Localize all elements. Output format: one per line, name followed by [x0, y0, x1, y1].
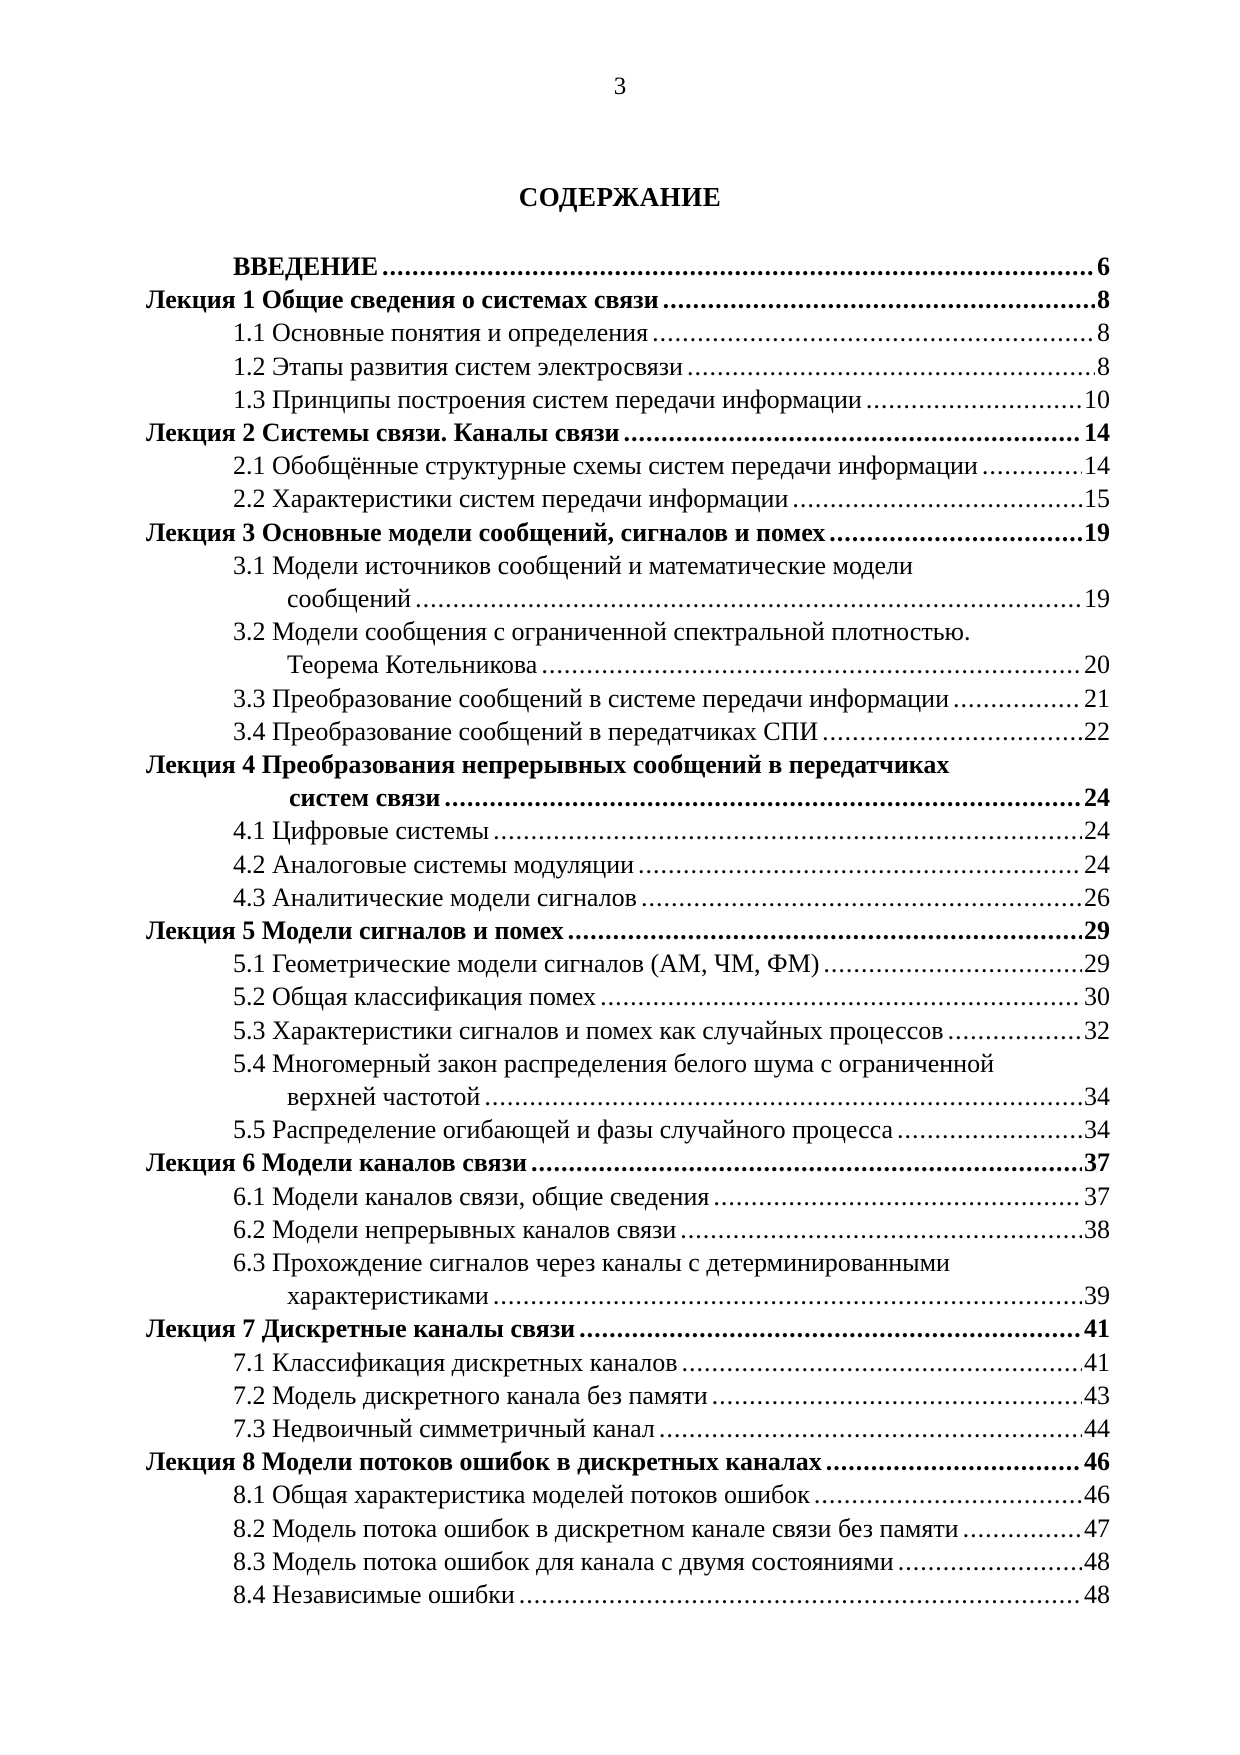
toc-page-number: 19 — [1084, 583, 1110, 613]
toc-page-number: 34 — [1084, 1081, 1110, 1111]
dot-leader — [823, 947, 1082, 980]
toc-entry-title: 3.3 Преобразование сообщений в системе передачи информации — [233, 683, 949, 713]
toc-lecture-entry — [146, 1146, 1110, 1179]
toc-entry-title: 6.3 Прохождение сигналов через каналы с детерминированными — [233, 1248, 950, 1277]
toc-entry-title: 8.2 Модель потока ошибок в дискретном канале связи без памяти — [233, 1513, 959, 1543]
toc-lecture-entry — [146, 748, 1110, 814]
toc-intro-entry — [233, 250, 1110, 283]
toc-page-number: 15 — [1084, 484, 1110, 514]
dot-leader — [814, 1478, 1082, 1511]
toc-entry-title: 4.2 Аналоговые системы модуляции — [233, 849, 635, 879]
dot-leader — [898, 1545, 1082, 1578]
toc-entry-title: 2.1 Обобщённые структурные схемы систем передачи информации — [233, 451, 978, 481]
toc-page-number: 30 — [1084, 982, 1110, 1012]
dot-leader — [713, 1180, 1082, 1213]
toc-section-entry — [233, 316, 1110, 349]
toc-page-number: 41 — [1084, 1347, 1110, 1377]
dot-leader — [623, 416, 1082, 449]
toc-entry-title: 1.1 Основные понятия и определения — [233, 318, 649, 348]
dot-leader — [415, 582, 1082, 615]
dot-leader — [822, 715, 1082, 748]
toc-section-entry — [233, 1545, 1110, 1578]
toc-entry-title: Лекция 2 Системы связи. Каналы связи — [146, 418, 620, 447]
toc-section-entry — [233, 715, 1110, 748]
toc-entry-title: характеристиками — [287, 1281, 489, 1311]
toc-entry-title: 3.4 Преобразование сообщений в передатчиках СПИ — [233, 716, 819, 746]
toc-entry-title: 4.1 Цифровые системы — [233, 816, 490, 846]
dot-leader — [682, 1346, 1083, 1379]
toc-entry-title: Лекция 7 Дискретные каналы связи — [146, 1314, 576, 1344]
toc-page-number: 46 — [1084, 1480, 1110, 1510]
toc-lecture-entry — [146, 283, 1110, 316]
toc-page-number: 14 — [1084, 451, 1110, 481]
toc-entry-title: 3.2 Модели сообщения с ограниченной спектральной плотностью. — [233, 617, 971, 647]
toc-entry-title: Лекция 4 Преобразования непрерывных сообщений в передатчиках — [146, 750, 950, 779]
toc-section-entry — [233, 1014, 1110, 1047]
toc-section-entry — [233, 1578, 1110, 1611]
toc-page-number: 38 — [1084, 1214, 1110, 1244]
toc-section-entry — [233, 1047, 1110, 1113]
toc-page-number: 39 — [1084, 1281, 1110, 1311]
toc-section-entry — [233, 1412, 1110, 1445]
toc-entry-title: 5.2 Общая классификация помех — [233, 982, 597, 1012]
dot-leader — [579, 1312, 1082, 1345]
dot-leader — [897, 1113, 1082, 1146]
toc-section-entry — [233, 1512, 1110, 1545]
toc-section-entry — [233, 1213, 1110, 1246]
toc-lecture-entry — [146, 1312, 1110, 1345]
toc-title: СОДЕРЖАНИЕ — [518, 182, 722, 212]
toc-page-number: 43 — [1084, 1380, 1110, 1410]
toc-page-number: 29 — [1084, 916, 1110, 945]
dot-leader — [652, 316, 1095, 349]
toc-section-entry — [233, 350, 1110, 383]
toc-lecture-entry — [146, 914, 1110, 947]
toc-lecture-entry — [146, 416, 1110, 449]
dot-leader — [953, 682, 1082, 715]
dot-leader — [519, 1578, 1082, 1611]
toc-page-number: 10 — [1084, 384, 1110, 414]
toc-entry-title: 8.1 Общая характеристика моделей потоков ошибок — [233, 1480, 810, 1510]
toc-entry-title: систем связи — [289, 783, 441, 813]
toc-section-entry — [233, 449, 1110, 482]
toc-page-number: 24 — [1084, 849, 1110, 879]
toc-page-number: 26 — [1084, 882, 1110, 912]
toc-entry-title: 1.2 Этапы развития систем электросвязи — [233, 351, 683, 381]
toc-entry-title: 8.4 Независимые ошибки — [233, 1580, 515, 1609]
toc-entry-title: Лекция 8 Модели потоков ошибок в дискретных каналах — [146, 1447, 822, 1477]
dot-leader — [493, 1279, 1082, 1312]
toc-page-number: 48 — [1084, 1580, 1110, 1609]
toc-page-number: 37 — [1084, 1181, 1110, 1211]
toc-entry-title: 4.3 Аналитические модели сигналов — [233, 882, 637, 912]
toc-section-entry — [233, 615, 1110, 681]
dot-leader — [531, 1146, 1082, 1179]
dot-leader — [687, 350, 1095, 383]
toc-section-entry — [233, 881, 1110, 914]
toc-page-number: 24 — [1084, 783, 1110, 813]
toc-entry-title: Лекция 1 Общие сведения о системах связи — [146, 285, 659, 315]
toc-page-number: 44 — [1084, 1414, 1110, 1443]
toc-entry-title: 8.3 Модель потока ошибок для канала с двумя состояниями — [233, 1546, 894, 1576]
toc-page-number: 48 — [1084, 1546, 1110, 1576]
toc-entry-title: ВВЕДЕНИЕ — [233, 252, 379, 281]
toc-page-number: 32 — [1084, 1015, 1110, 1045]
toc-section-entry — [233, 383, 1110, 416]
dot-leader — [792, 482, 1082, 515]
toc-entry-title: 5.5 Распределение огибающей и фазы случайного процесса — [233, 1115, 894, 1145]
toc-entry-title: 6.2 Модели непрерывных каналов связи — [233, 1214, 677, 1244]
toc-entry-title: Лекция 3 Основные модели сообщений, сигналов и помех — [146, 517, 826, 547]
dot-leader — [541, 648, 1082, 681]
toc-page-number: 41 — [1084, 1314, 1110, 1344]
toc-section-entry — [233, 1478, 1110, 1511]
toc-section-entry — [233, 980, 1110, 1013]
toc-section-entry — [233, 549, 1110, 615]
toc-section-entry — [233, 1180, 1110, 1213]
dot-leader — [866, 383, 1082, 416]
dot-leader — [712, 1379, 1082, 1412]
toc-lecture-entry — [146, 1445, 1110, 1478]
dot-leader — [829, 516, 1082, 549]
toc-entry-title: 5.3 Характеристики сигналов и помех как случайных процессов — [233, 1015, 944, 1045]
toc-page-number: 22 — [1084, 716, 1110, 746]
dot-leader — [982, 449, 1082, 482]
toc-section-entry — [233, 1379, 1110, 1412]
toc-section-entry — [233, 482, 1110, 515]
toc-entry-title: 2.2 Характеристики систем передачи информации — [233, 484, 789, 514]
toc-entry-title: 3.1 Модели источников сообщений и математические модели — [233, 550, 913, 580]
dot-leader — [568, 914, 1082, 947]
toc-section-entry — [233, 682, 1110, 715]
dot-leader — [948, 1014, 1082, 1047]
toc-entry-title: Теорема Котельникова — [287, 650, 538, 680]
toc-section-entry — [233, 947, 1110, 980]
dot-leader — [638, 848, 1082, 881]
toc-section-entry — [233, 1113, 1110, 1146]
toc-page-number: 20 — [1084, 650, 1110, 680]
toc-entry-title: Лекция 6 Модели каналов связи — [146, 1148, 527, 1178]
toc-section-entry — [233, 1246, 1110, 1312]
dot-leader — [663, 283, 1095, 316]
toc-page-number: 47 — [1084, 1513, 1110, 1543]
toc-page-number: 46 — [1084, 1447, 1110, 1477]
toc-page-number: 29 — [1084, 949, 1110, 979]
dot-leader — [641, 881, 1082, 914]
toc-entry-title: верхней частотой — [287, 1081, 481, 1111]
toc-page-number: 21 — [1084, 683, 1110, 713]
toc-page-number: 6 — [1097, 252, 1110, 281]
toc-entry-title: 6.1 Модели каналов связи, общие сведения — [233, 1181, 710, 1211]
dot-leader — [963, 1512, 1082, 1545]
toc-entry-title: 1.3 Принципы построения систем передачи информации — [233, 384, 862, 414]
dot-leader — [659, 1412, 1082, 1445]
toc-page-number: 14 — [1084, 418, 1110, 447]
toc-page-number: 24 — [1084, 816, 1110, 846]
dot-leader — [680, 1213, 1082, 1246]
toc-page-number: 8 — [1097, 285, 1110, 315]
toc-page-number: 34 — [1084, 1115, 1110, 1145]
dot-leader — [444, 781, 1082, 814]
toc-lecture-entry — [146, 516, 1110, 549]
toc-entry-title: Лекция 5 Модели сигналов и помех — [146, 916, 564, 945]
toc-page-number: 8 — [1097, 318, 1110, 348]
page-number: 3 — [613, 73, 627, 100]
dot-leader — [493, 814, 1082, 847]
toc-entry-title: 7.1 Классификация дискретных каналов — [233, 1347, 678, 1377]
toc-entry-title: 5.4 Многомерный закон распределения белого шума с ограниченной — [233, 1048, 994, 1078]
toc-page-number: 8 — [1097, 351, 1110, 381]
dot-leader — [826, 1445, 1082, 1478]
dot-leader — [600, 980, 1082, 1013]
toc-entry-title: 7.3 Недвоичный симметричный канал — [233, 1414, 655, 1443]
toc-section-entry — [233, 848, 1110, 881]
toc-entry-title: 7.2 Модель дискретного канала без памяти — [233, 1380, 708, 1410]
toc-entry-title: 5.1 Геометрические модели сигналов (АМ, ЧМ, ФМ) — [233, 949, 820, 979]
toc-entry-title: сообщений — [287, 583, 412, 613]
toc-page-number: 37 — [1084, 1148, 1110, 1178]
dot-leader — [484, 1080, 1082, 1113]
toc-section-entry — [233, 814, 1110, 847]
toc-page-number: 19 — [1084, 517, 1110, 547]
dot-leader — [382, 250, 1095, 283]
toc-section-entry — [233, 1346, 1110, 1379]
